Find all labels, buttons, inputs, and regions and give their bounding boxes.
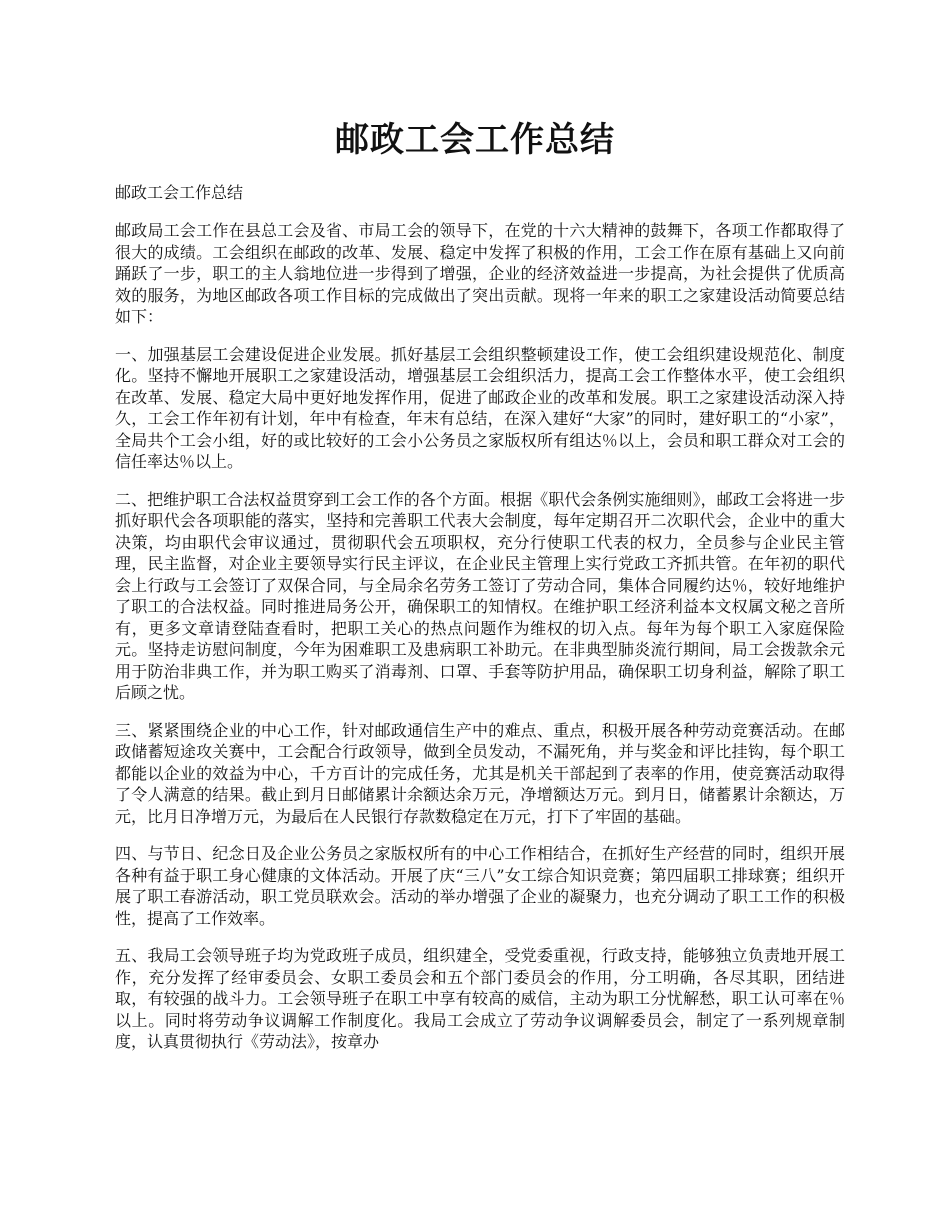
- paragraph-section-3: 三、紧紧围绕企业的中心工作，针对邮政通信生产中的难点、重点，积极开展各种劳动竞赛活动。在邮政储蓄短途攻关赛中，工会配合行政领导，做到全员发动，不漏死角，并与奖金和评比挂钩，每个职工都能以企业的效益为中心，千方百计的完成任务，尤其是机关干部起到了表率的作用，使竞赛活动取得了令人满意的结果。截止到月日邮储累计余额达余万元，净增额达万元。到月日，储蓄累计余额达，万元，比月日净增万元，为最后在人民银行存款数稳定在万元，打下了牢固的基础。: [115, 720, 845, 826]
- paragraph-section-2: 二、把维护职工合法权益贯穿到工会工作的各个方面。根据《职代会条例实施细则》，邮政工会将进一步抓好职代会各项职能的落实，坚持和完善职工代表大会制度，每年定期召开二次职代会，企业中的重大决策，均由职代会审议通过，贯彻职代会五项职权，充分行使职工代表的权力，全员参与企业民主管理，民主监督，对企业主要领导实行民主评议，在企业民主管理上实行党政工齐抓共管。在年初的职代会上行政与工会签订了双保合同，与全局余名劳务工签订了劳动合同，集体合同履约达％，较好地维护了职工的合法权益。同时推进局务公开，确保职工的知情权。在维护职工经济利益本文权属文秘之音所有，更多文章请登陆查看时，把职工关心的热点问题作为维权的切入点。每年为每个职工入家庭保险元。坚持走访慰问制度，今年为困难职工及患病职工补助元。在非典型肺炎流行期间，局工会拨款余元用于防治非典工作，并为职工购买了消毒剂、口罩、手套等防护用品，确保职工切身利益，解除了职工后顾之忧。: [115, 489, 845, 702]
- paragraph-intro: 邮政局工会工作在县总工会及省、市局工会的领导下，在党的十六大精神的鼓舞下，各项工作都取得了很大的成绩。工会组织在邮政的改革、发展、稳定中发挥了积极的作用，工会工作在原有基础上又向前踊跃了一步，职工的主人翁地位进一步得到了增强，企业的经济效益进一步提高，为社会提供了优质高效的服务，为地区邮政各项工作目标的完成做出了突出贡献。现将一年来的职工之家建设活动简要总结如下：: [115, 221, 845, 326]
- paragraph-section-5: 五、我局工会领导班子均为党政班子成员，组织建全，受党委重视，行政支持，能够独立负责地开展工作，充分发挥了经审委员会、女职工委员会和五个部门委员会的作用，分工明确，各尽其职，团结进取，有较强的战斗力。工会领导班子在职工中享有较高的威信，主动为职工分忧解愁，职工认可率在％以上。同时将劳动争议调解工作制度化。我局工会成立了劳动争议调解委员会，制定了一系列规章制度，认真贯彻执行《劳动法》，按章办: [115, 946, 845, 1051]
- document-body: [115, 220, 845, 1069]
- document-title: 邮政工会工作总结: [335, 120, 615, 160]
- paragraph-section-4: 四、与节日、纪念日及企业公务员之家版权所有的中心工作相结合，在抓好生产经营的同时，组织开展各种有益于职工身心健康的文体活动。开展了庆“三八”女工综合知识竞赛；第四届职工排球赛；组织开展了职工春游活动，职工党员联欢会。活动的举办增强了企业的凝聚力，也充分调动了职工工作的积极性，提高了工作效率。: [115, 844, 845, 928]
- document-subtitle: 邮政工会工作总结: [115, 183, 244, 202]
- paragraph-section-1: 一、加强基层工会建设促进企业发展。抓好基层工会组织整顿建设工作，使工会组织建设规范化、制度化。坚持不懈地开展职工之家建设活动，增强基层工会组织活力，提高工会工作整体水平，使工会组织在改革、发展、稳定大局中更好地发挥作用，促进了邮政企业的改革和发展。职工之家建设活动深入持久，工会工作年初有计划，年中有检查，年末有总结，在深入建好“大家”的同时，建好职工的“小家”，全局共个工会小组，好的或比较好的工会小公务员之家版权所有组达％以上，会员和职工群众对工会的信任率达％以上。: [115, 344, 845, 471]
